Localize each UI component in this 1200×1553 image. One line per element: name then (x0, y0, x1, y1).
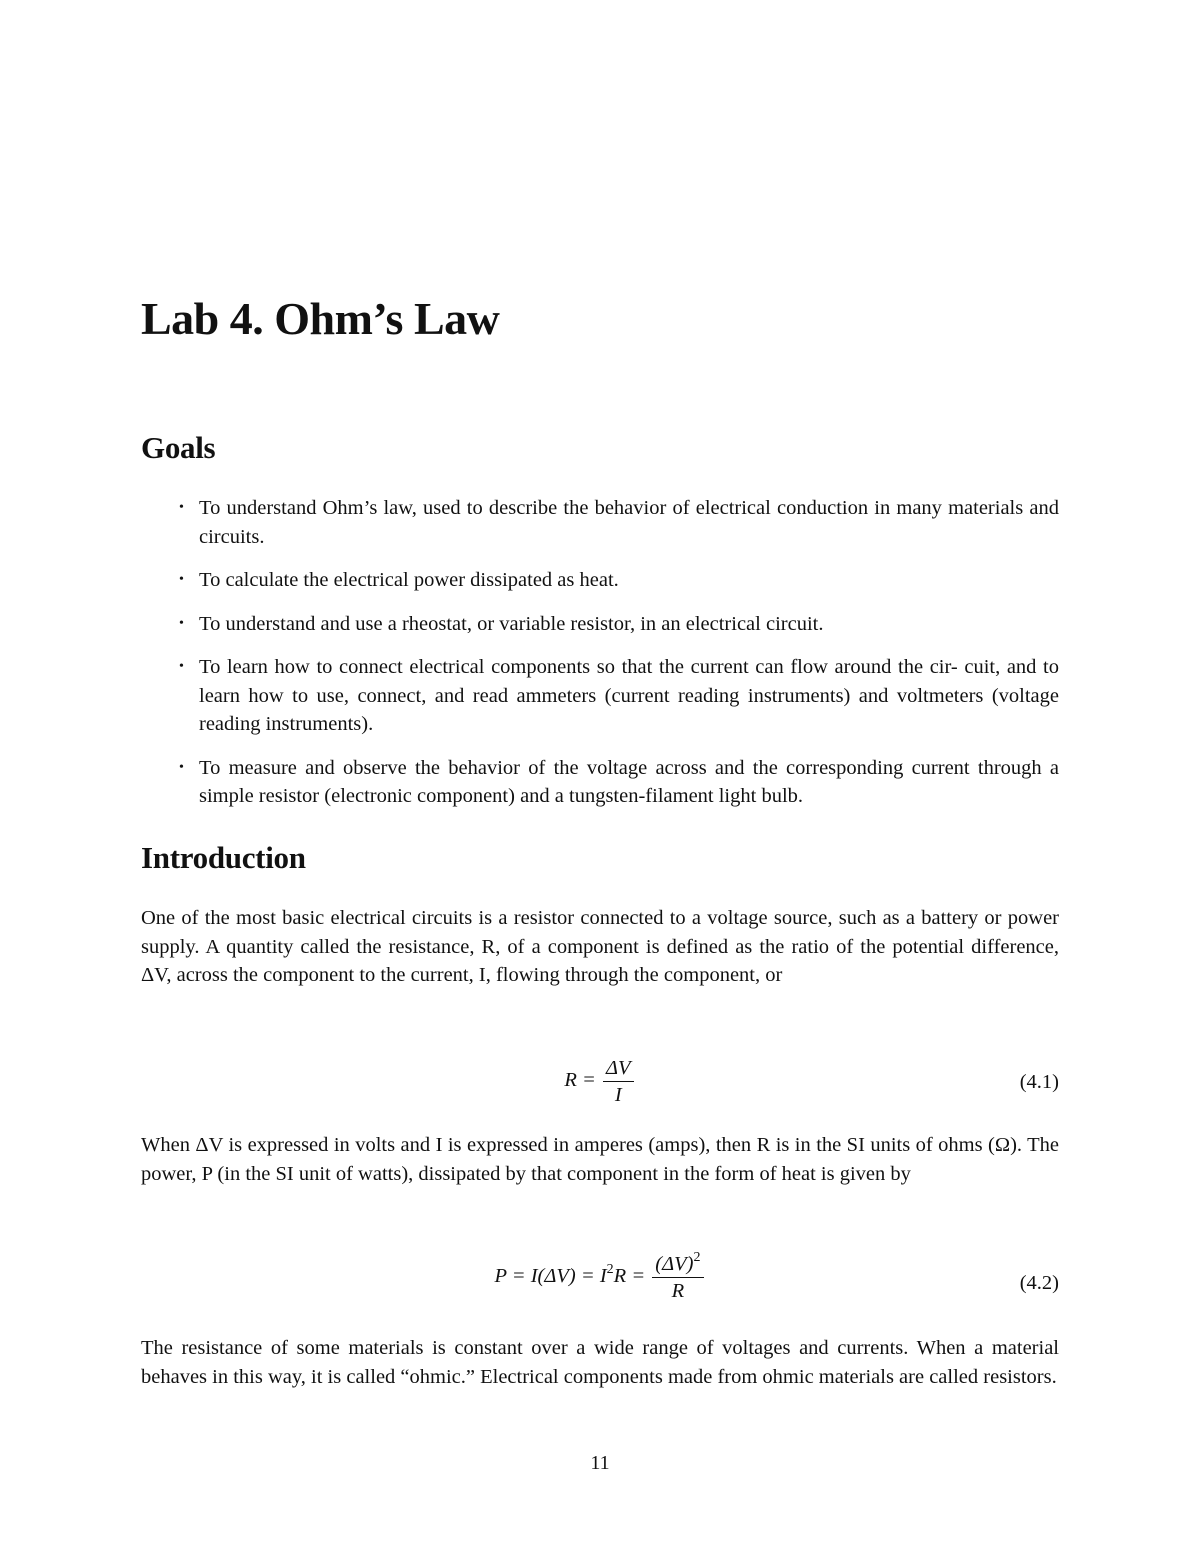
equation-fraction (603, 1056, 634, 1107)
equation-body (141, 1056, 1059, 1107)
equation-lhs: R = (564, 1069, 596, 1092)
fraction-numerator: ΔV (603, 1056, 634, 1082)
intro-paragraph: The resistance of some materials is constant over a wide range of voltages and currents. When a material behaves in this way, it is called “ohmic.” Electrical components made from ohmic materials are called resistors. (141, 1337, 1059, 1388)
goal-item (141, 566, 1059, 595)
bullet-icon: • (179, 572, 184, 587)
equation-body (141, 1252, 1059, 1303)
goals-list (141, 494, 1059, 826)
goal-text: To understand and use a rheostat, or variable resistor, in an electrical circuit. (199, 612, 824, 635)
document-page (141, 0, 1059, 1553)
goal-item (141, 494, 1059, 551)
goals-heading: Goals (141, 430, 216, 465)
numerator-text: (ΔV) (655, 1253, 694, 1275)
fraction-numerator (652, 1252, 703, 1278)
bullet-icon: • (179, 659, 184, 674)
introduction-heading: Introduction (141, 840, 306, 875)
equation-number: (4.1) (1019, 1071, 1059, 1093)
equation-number: (4.2) (1019, 1272, 1059, 1294)
goal-text: To learn how to connect electrical components so that the current can flow around the cir- cuit, and to learn how to use, connect, and read ammeters (current reading instruments) and voltmeters (voltage reading instruments). (199, 656, 1059, 735)
bullet-icon: • (179, 500, 184, 515)
equation-lhs-tail: R = (613, 1265, 646, 1288)
goal-text: To understand Ohm’s law, used to describe the behavior of electrical conduction in many materials and circuits. (199, 497, 1059, 548)
goal-item (141, 610, 1059, 639)
numerator-exponent: 2 (693, 1250, 701, 1265)
bullet-icon: • (179, 615, 184, 631)
bullet-icon: • (179, 759, 184, 775)
goal-text: To calculate the electrical power dissipated as heat. (199, 569, 619, 591)
goal-text: To measure and observe the behavior of the voltage across and the corresponding current through a simple resistor (electronic component) and a tungsten-filament light bulb. (199, 756, 1059, 807)
fraction-denominator: I (614, 1084, 622, 1106)
intro-paragraph: When ΔV is expressed in volts and I is expressed in amperes (amps), then R is in the SI units of ohms (Ω). The power, P (in the SI unit of watts), dissipated by that component in the form of heat is given by (141, 1134, 1059, 1185)
goal-item (141, 653, 1059, 739)
fraction-denominator: R (671, 1280, 685, 1302)
chapter-title: Lab 4. Ohm’s Law (141, 293, 500, 344)
equation-lhs: P = I(ΔV) = I (494, 1265, 607, 1288)
equation-exponent: 2 (606, 1262, 614, 1278)
equation-4-2 (141, 1252, 1059, 1312)
equation-4-1 (141, 1056, 1059, 1116)
equation-fraction (652, 1252, 703, 1303)
page-number: 11 (590, 1452, 610, 1474)
intro-paragraph: One of the most basic electrical circuits is a resistor connected to a voltage source, such as a battery or power supply. A quantity called the resistance, R, of a component is defined as the ratio of the potential difference, ΔV, across the component to the current, I, flowing through the component, or (141, 907, 1059, 986)
goal-item (141, 754, 1059, 811)
